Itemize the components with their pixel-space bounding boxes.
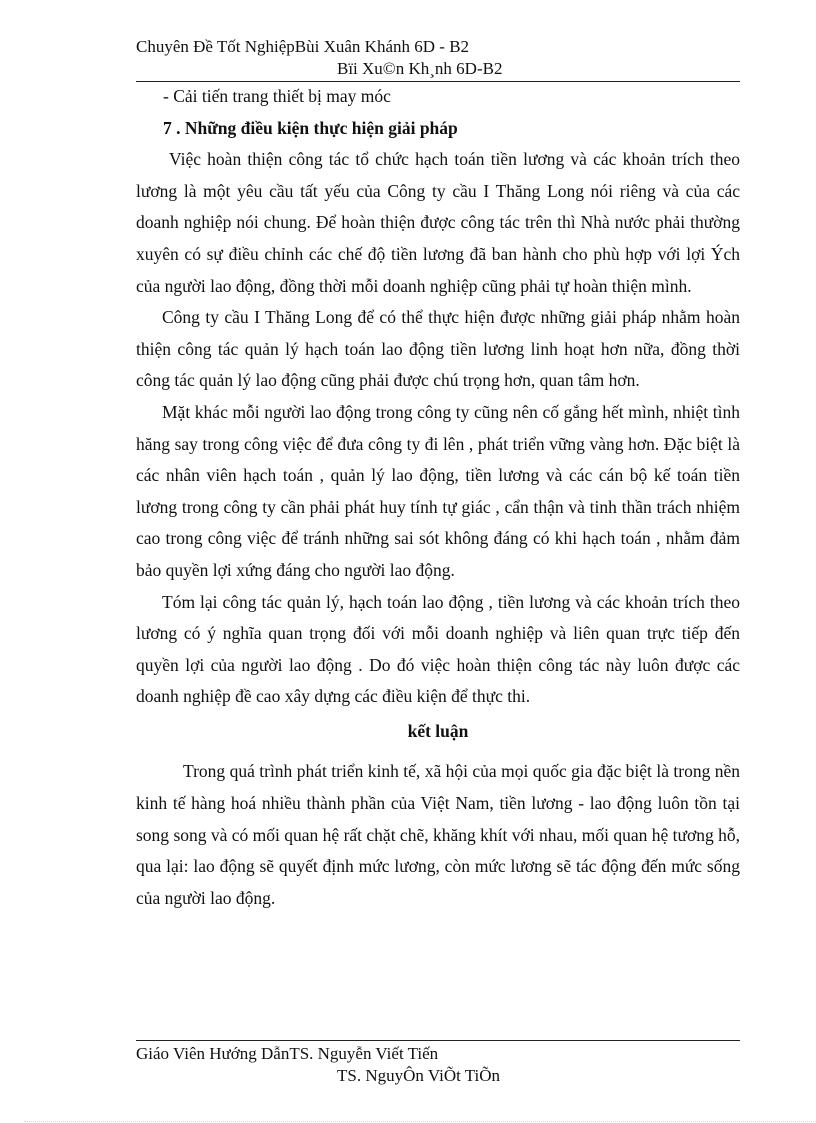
bullet-item: - Cải tiến trang thiết bị may móc bbox=[163, 86, 391, 106]
section-heading: 7 . Những điều kiện thực hiện giải pháp bbox=[163, 117, 458, 138]
paragraph: Việc hoàn thiện công tác tổ chức hạch toán tiền lương và các khoản trích theo lương là một yêu cầu tất yếu của Công ty cầu I Thăng Long nói riêng và của các doanh nghiệp nói chung. Để hoàn thiện được công tác trên thì Nhà nước phải thường xuyên có sự điều chỉnh các chế độ tiền lương đã ban hành cho phù hợp với lợi Ých của người lao động, đồng thời mỗi doanh nghiệp cũng phải tự hoàn thiện mình. bbox=[136, 149, 740, 296]
header-title: Chuyên Đề Tốt NghiệpBùi Xuân Khánh 6D - B2 bbox=[136, 37, 470, 56]
footer-supervisor: Giáo Viên Hướng DẫnTS. Nguyễn Viết Tiến bbox=[136, 1044, 439, 1063]
page-footer bbox=[136, 1043, 740, 1087]
page-body bbox=[136, 81, 740, 914]
paragraph: Tóm lại công tác quản lý, hạch toán lao động , tiền lương và các khoản trích theo lương có ý nghĩa quan trọng đối với mỗi doanh nghiệp và liên quan trực tiếp đến quyền lợi của người lao động . Do đó việc hoàn thiện công tác này luôn được các doanh nghiệp đề cao xây dựng các điều kiện để thực thi. bbox=[136, 591, 740, 707]
conclusion-heading: kết luận bbox=[407, 720, 469, 741]
paragraph: Công ty cầu I Thăng Long để có thể thực hiện được những giải pháp nhằm hoàn thiện công tác quản lý hạch toán lao động tiền lương linh hoạt hơn nữa, đồng thời công tác quản lý lao động cũng phải được chú trọng hơn, quan tâm hơn. bbox=[136, 307, 740, 391]
footer-divider bbox=[136, 1040, 740, 1041]
conclusion-paragraph: Trong quá trình phát triển kinh tế, xã hội của mọi quốc gia đặc biệt là trong nền kinh tế hàng hoá nhiều thành phần của Việt Nam, tiền lương - lao động luôn tồn tại song song và có mối quan hệ rất chặt chẽ, khăng khít với nhau, mối quan hệ tương hỗ, qua lại: lao động sẽ quyết định mức lương, còn mức lương sẽ tác động đến mức sống của người lao động. bbox=[136, 761, 740, 908]
page-edge-divider bbox=[24, 1121, 816, 1122]
header-author-legacy: Bïi Xu©n Kh¸nh 6D-B2 bbox=[337, 59, 503, 78]
paragraph: Mặt khác mỗi người lao động trong công ty cũng nên cố gắng hết mình, nhiệt tình hăng say trong công việc để đưa công ty đi lên , phát triển vững vàng hơn. Đặc biệt là các nhân viên hạch toán , quản lý lao động, tiền lương và các cán bộ kế toán tiền lương trong công ty cần phải phát huy tính tự giác , cẩn thận và tinh thần trách nhiệm cao trong công việc để tránh những sai sót không đáng có khi hạch toán , nhằm đảm bảo quyền lợi xứng đáng cho người lao động. bbox=[136, 401, 740, 580]
footer-supervisor-legacy: TS. NguyÔn ViÕt TiÕn bbox=[337, 1066, 501, 1085]
page-header bbox=[136, 36, 740, 80]
